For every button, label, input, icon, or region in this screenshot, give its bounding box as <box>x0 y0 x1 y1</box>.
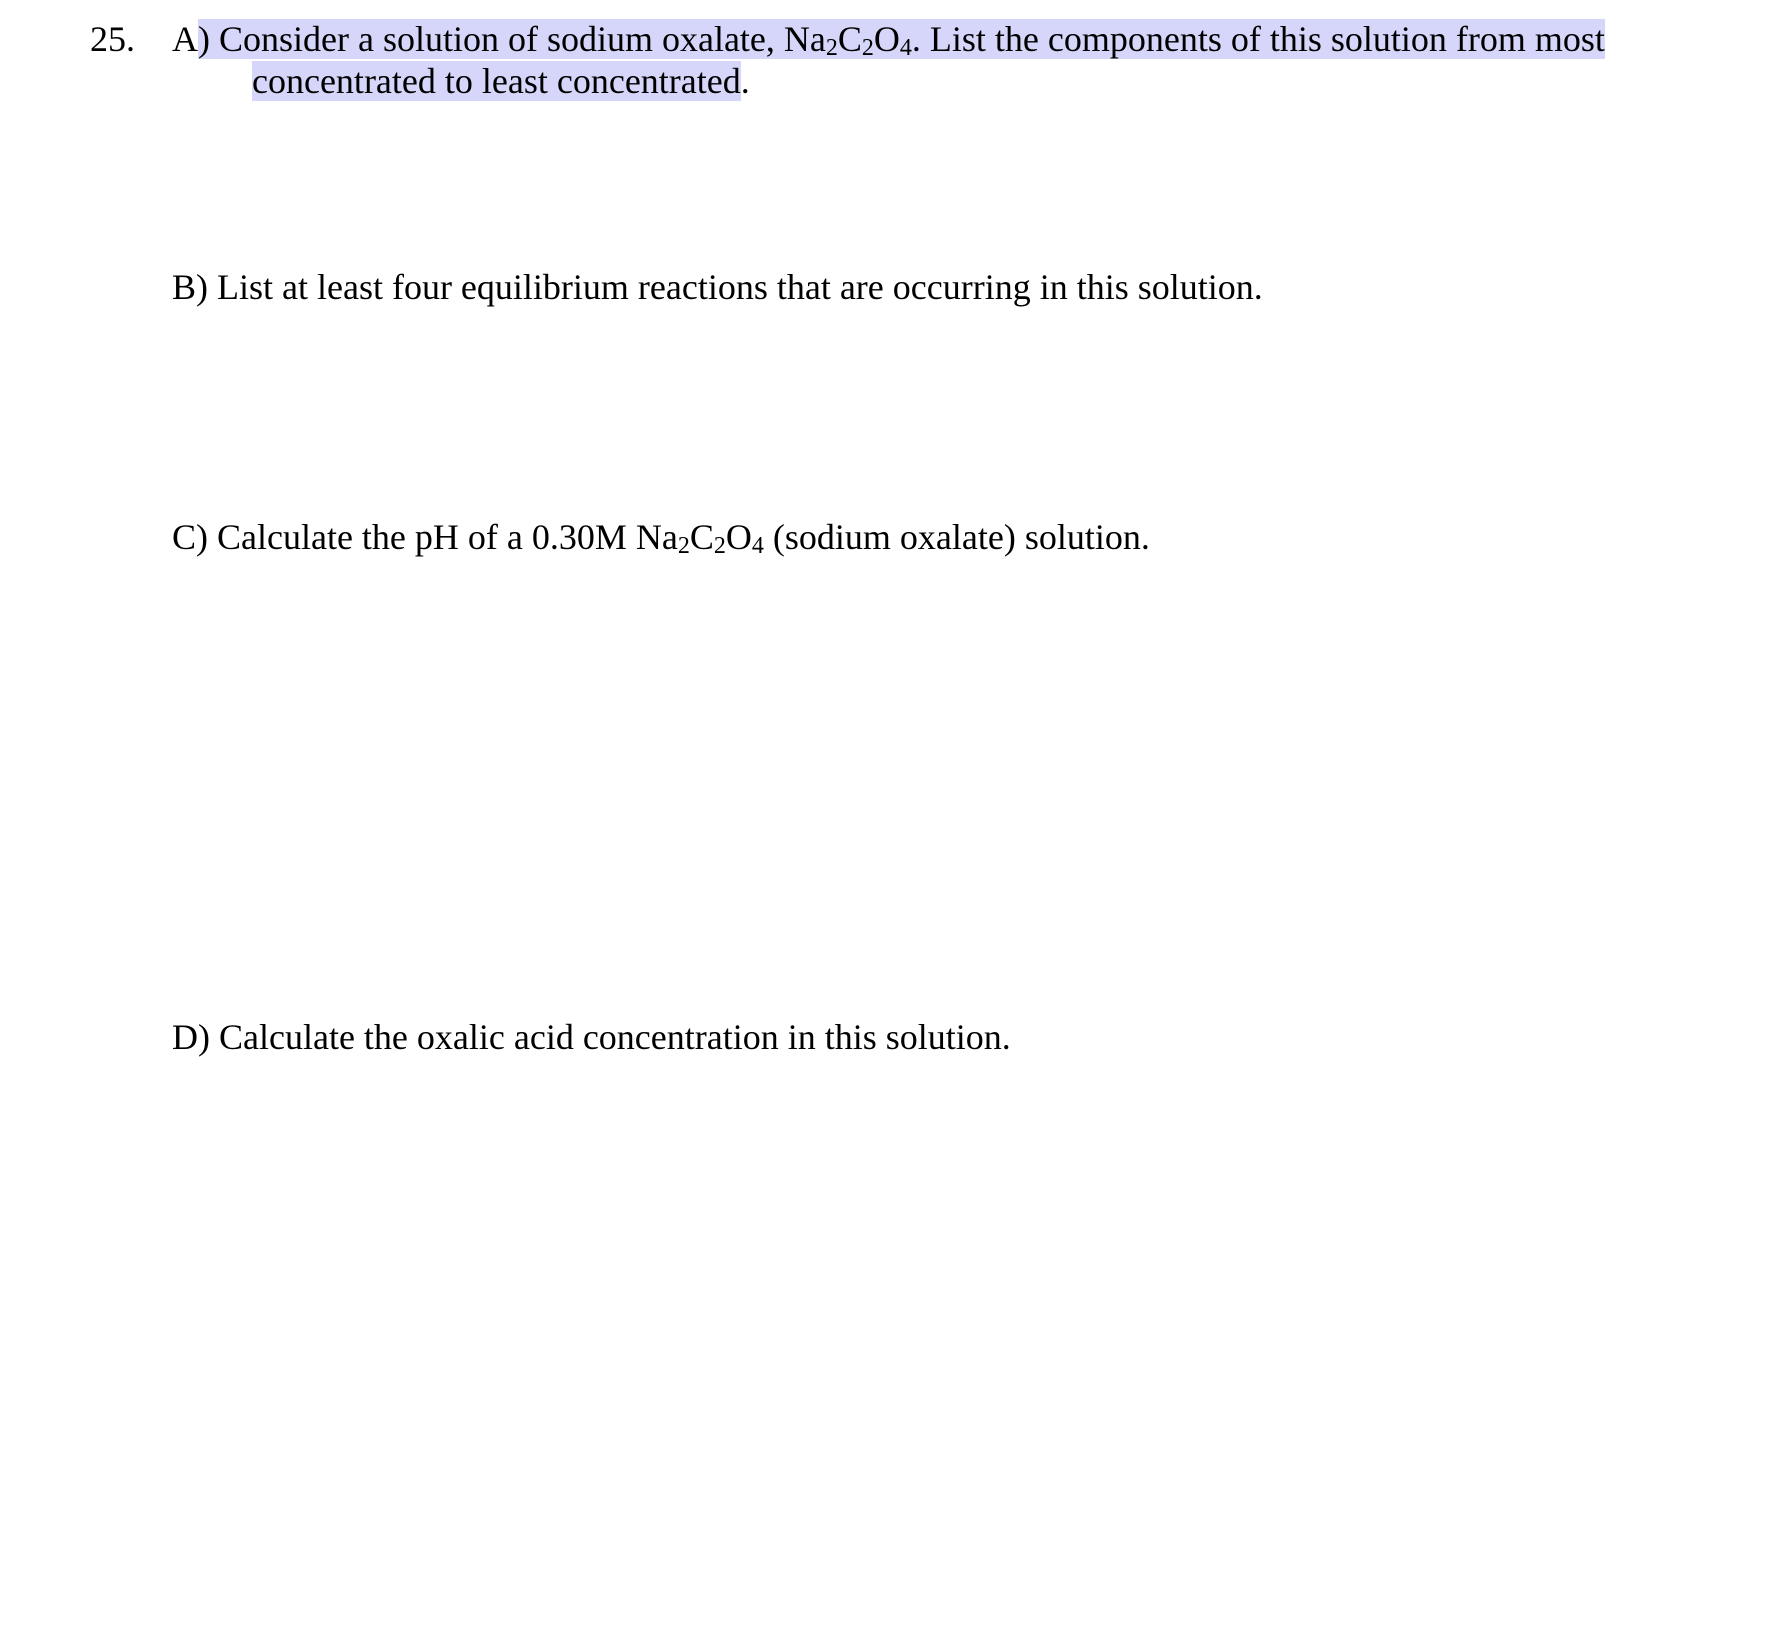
part-c-subscript-1: 2 <box>677 533 690 559</box>
part-a-text-4: . List the components of this solution from most <box>911 19 1605 59</box>
part-b-question: B) List at least four equilibrium reactions that are occurring in this solution. <box>172 267 1263 307</box>
part-c-text-4: (sodium oxalate) solution. <box>763 517 1150 557</box>
part-d-question: D) Calculate the oxalic acid concentration in this solution. <box>172 1017 1011 1057</box>
part-a-subscript-2: 2 <box>861 35 874 61</box>
part-a-line-2 <box>252 60 750 102</box>
part-c-question <box>172 516 1150 558</box>
part-c-subscript-3: 4 <box>751 533 764 559</box>
part-c-subscript-2: 2 <box>713 533 726 559</box>
part-a-subscript-3: 4 <box>899 35 912 61</box>
part-a-line-1 <box>172 18 1605 60</box>
part-c-text-1: C) Calculate the pH of a 0.30M Na <box>172 517 678 557</box>
part-a-text-3: O <box>873 19 900 59</box>
part-a-label: A <box>172 19 198 59</box>
part-a-highlighted-text <box>198 19 1605 59</box>
part-c-text-2: C <box>689 517 714 557</box>
part-a-line-2-period: . <box>740 61 750 101</box>
question-number: 25. <box>90 19 135 59</box>
part-a-line-2-highlighted: concentrated to least concentrated <box>252 61 741 101</box>
part-a-subscript-1: 2 <box>825 35 838 61</box>
part-a-text-1: ) Consider a solution of sodium oxalate, Na <box>198 19 826 59</box>
part-a-text-2: C <box>837 19 862 59</box>
part-c-text-3: O <box>725 517 752 557</box>
